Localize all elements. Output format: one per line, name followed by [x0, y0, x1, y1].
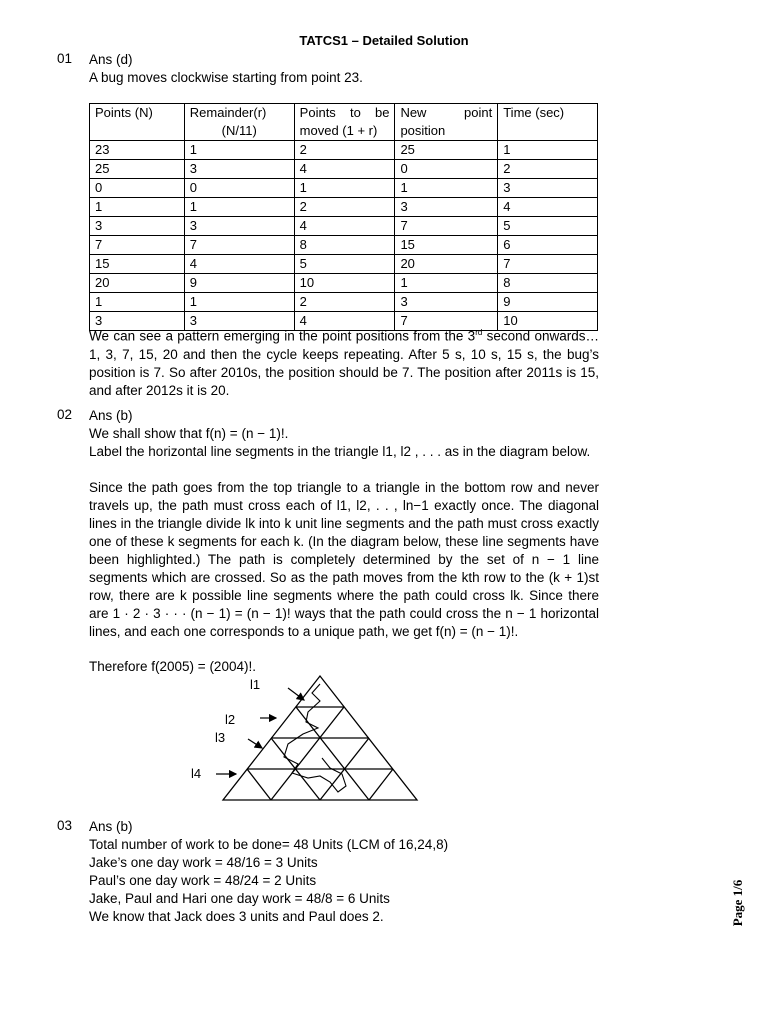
diagonal — [247, 769, 271, 800]
label-l1: l1 — [250, 677, 261, 692]
question-number-2: 02 — [57, 407, 73, 422]
label-l3: l3 — [215, 730, 226, 745]
arrow-l3 — [248, 739, 262, 748]
q3-line: Jake’s one day work = 48/16 = 3 Units — [89, 855, 318, 870]
table-row: 7 7 8 15 6 — [90, 236, 598, 255]
q3-line: Total number of work to be done= 48 Units (LCM of 16,24,8) — [89, 837, 449, 852]
table-row: 3 3 4 7 5 — [90, 217, 598, 236]
label-l4: l4 — [191, 766, 202, 781]
diagonal — [369, 769, 393, 800]
arrow-l1 — [288, 688, 304, 700]
q1-explanation: We can see a pattern emerging in the point positions from the 3rd second onwards…1, 3, 7, 15, 20 and then the cycle keeps repeating. After 5 s, 10 s, 15 s, the bug’s position is 7. So after 2010s, the position should be 7. The position after 2011s is 15, and after 2012s it is 20. — [89, 328, 599, 398]
label-l2: l2 — [225, 712, 236, 727]
table-row: 25 3 4 0 2 — [90, 160, 598, 179]
table-row: 0 0 1 1 3 — [90, 179, 598, 198]
table-row: 23 1 2 25 1 — [90, 141, 598, 160]
header-new-position: New point position — [395, 104, 498, 141]
page-number: Page 1/6 — [730, 879, 745, 927]
table-row: 15 4 5 20 7 — [90, 255, 598, 274]
question-number-3: 03 — [57, 818, 73, 833]
q2-paragraph-2: Since the path goes from the top triangle to a triangle in the bottom row and never travels up, the path must cross each of l1, l2, . . , ln−1 exactly once. The diagonal lines in the triangle divide lk into k unit line segments and the path must cross exactly one of these k segments for each k. (In the diagram below, these line segments have been highlighted.) The path is completely determined by the set of n − 1 line segments which are crossed. So as the path moves from the kth row to the (k + 1)st row, there are k possible line segments where the path could cross lk. Since there are 1 · 2 · 3 · · · (n − 1) = (n − 1)! ways that the path could cross the n − 1 horizontal lines, and each one corresponds to a unique path, we get f(n) = (n − 1)!. — [89, 480, 599, 639]
q1-answer: Ans (d) — [89, 52, 133, 67]
header-points: Points (N) — [90, 104, 185, 141]
q3-line: Jake, Paul and Hari one day work = 48/8 = 6 Units — [89, 891, 390, 906]
table-header-row — [90, 104, 598, 141]
q3-line: We know that Jack does 3 units and Paul does 2. — [89, 909, 384, 924]
q2-conclusion: Therefore f(2005) = (2004)!. — [89, 659, 256, 674]
q1-intro: A bug moves clockwise starting from point 23. — [89, 70, 363, 85]
table-row: 1 1 2 3 4 — [90, 198, 598, 217]
bug-position-table — [89, 103, 598, 331]
table-row: 20 9 10 1 8 — [90, 274, 598, 293]
q2-claim: We shall show that f(n) = (n − 1)!. — [89, 426, 289, 441]
q3-line: Paul’s one day work = 48/24 = 2 Units — [89, 873, 317, 888]
table-row: 3 3 4 7 10 — [90, 312, 598, 331]
question-number-1: 01 — [57, 51, 73, 66]
table-row: 1 1 2 3 9 — [90, 293, 598, 312]
header-points-moved: Points to be moved (1 + r) — [294, 104, 395, 141]
triangle-path-diagram — [186, 670, 426, 808]
q2-paragraph-1: Label the horizontal line segments in the triangle l1, l2 , . . . as in the diagram below. — [89, 444, 591, 459]
page-title: TATCS1 – Detailed Solution — [299, 33, 469, 48]
header-remainder: Remainder(r) (N/11) — [184, 104, 294, 141]
q2-answer: Ans (b) — [89, 408, 133, 423]
q3-answer: Ans (b) — [89, 819, 133, 834]
header-time: Time (sec) — [498, 104, 598, 141]
